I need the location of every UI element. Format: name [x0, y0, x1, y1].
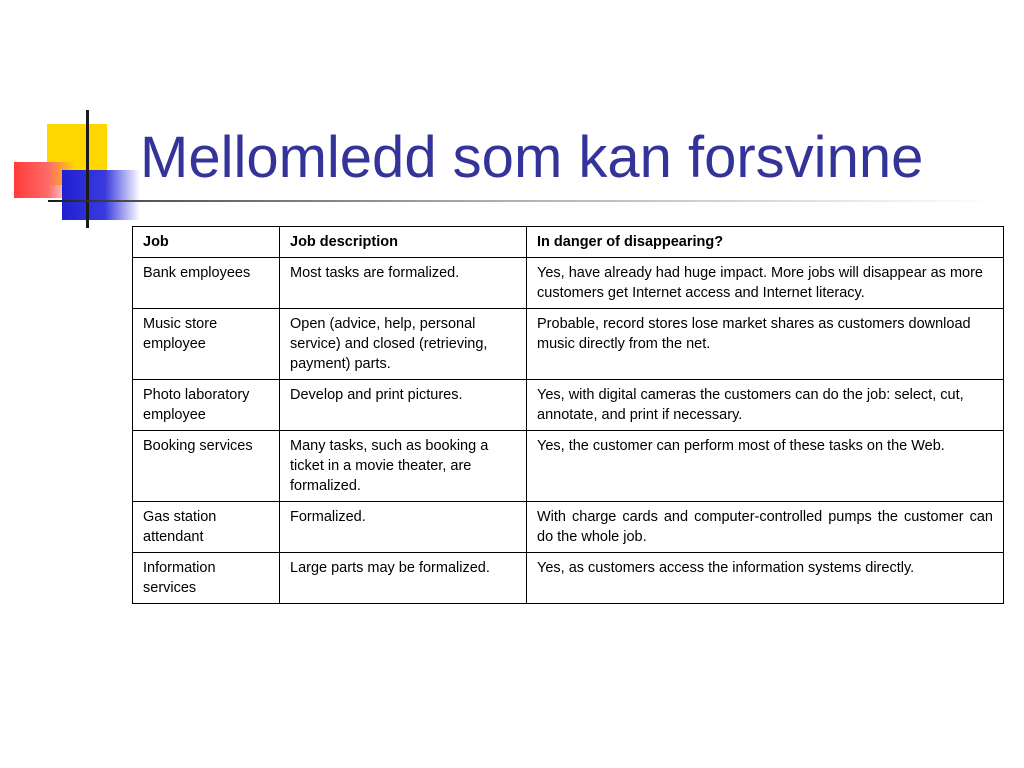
slide-title: Mellomledd som kan forsvinne [140, 125, 924, 190]
table-header-row [133, 227, 1004, 258]
cell-description: Large parts may be formalized. [280, 553, 527, 604]
cell-danger: Probable, record stores lose market shares as customers download music directly from the net. [527, 309, 1004, 380]
cell-job: Bank employees [133, 258, 280, 309]
cell-job: Booking services [133, 431, 280, 502]
table-row [133, 502, 1004, 553]
cell-danger: Yes, the customer can perform most of these tasks on the Web. [527, 431, 1004, 502]
header-job: Job [133, 227, 280, 258]
cell-description: Open (advice, help, personal service) and closed (retrieving, payment) parts. [280, 309, 527, 380]
title-underline [48, 200, 998, 202]
cell-job: Gas station attendant [133, 502, 280, 553]
cell-description: Many tasks, such as booking a ticket in a movie theater, are formalized. [280, 431, 527, 502]
jobs-table [132, 226, 1004, 604]
cell-description: Formalized. [280, 502, 527, 553]
cell-job: Music store employee [133, 309, 280, 380]
cell-danger: Yes, have already had huge impact. More jobs will disappear as more customers get Internet access and Internet literacy. [527, 258, 1004, 309]
cell-description: Most tasks are formalized. [280, 258, 527, 309]
cell-danger: Yes, as customers access the information systems directly. [527, 553, 1004, 604]
table-row [133, 553, 1004, 604]
cell-danger: With charge cards and computer-controlled pumps the customer can do the whole job. [527, 502, 1004, 553]
cell-description: Develop and print pictures. [280, 380, 527, 431]
decorative-blue-bar [62, 170, 140, 220]
table-row [133, 258, 1004, 309]
header-in-danger: In danger of disappearing? [527, 227, 1004, 258]
decorative-vertical-line [86, 110, 89, 228]
table-row [133, 380, 1004, 431]
table-row [133, 431, 1004, 502]
table-row [133, 309, 1004, 380]
cell-danger: Yes, with digital cameras the customers can do the job: select, cut, annotate, and print if necessary. [527, 380, 1004, 431]
header-job-description: Job description [280, 227, 527, 258]
cell-job: Photo laboratory employee [133, 380, 280, 431]
cell-job: Information services [133, 553, 280, 604]
